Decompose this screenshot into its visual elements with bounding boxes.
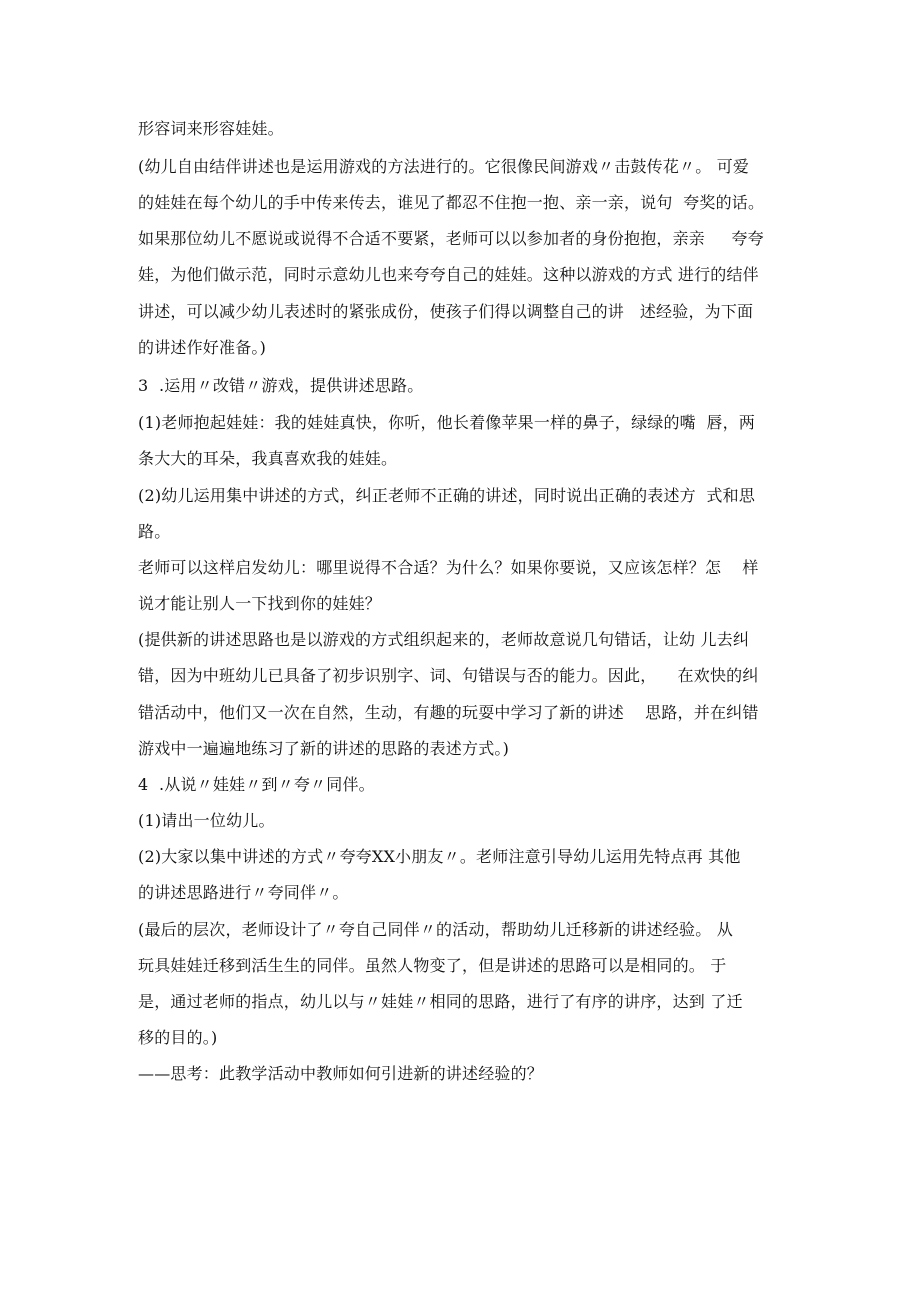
text-line: (提供新的讲述思路也是以游戏的方式组织起来的，老师故意说几句错话，让幼 儿去纠 — [138, 630, 750, 649]
text-line: 移的目的。) — [138, 1028, 218, 1047]
text-line: 说才能让别人一下找到你的娃娃？ — [138, 594, 382, 613]
text-line: 错活动中，他们又一次在自然，生动，有趣的玩耍中学习了新的讲述 思路，并在纠错 — [138, 703, 759, 722]
text-line: (2)大家以集中讲述的方式〃夸夸XX小朋友〃。老师注意引导幼儿运用先特点再 其他 — [138, 847, 741, 866]
text-line: 4 .从说〃娃娃〃到〃夸〃同伴。 — [138, 775, 375, 794]
text-line: 是，通过老师的指点，幼儿以与〃娃娃〃相同的思路，进行了有序的讲序，达到 了迁 — [138, 992, 743, 1011]
text-line: (1)请出一位幼儿。 — [138, 811, 275, 830]
text-line: 的讲述思路进行〃夸同伴〃。 — [138, 883, 349, 902]
text-line: 形容词来形容娃娃。 — [138, 119, 284, 138]
text-line: (1)老师抱起娃娃：我的娃娃真快，你听，他长着像苹果一样的鼻子，绿绿的嘴 唇，两 — [138, 413, 756, 432]
text-line: 如果那位幼儿不愿说或说得不合适不要紧，老师可以以参加者的身份抱抱，亲亲 夸夸 — [138, 229, 764, 248]
text-line: 玩具娃娃迁移到活生生的同伴。虽然人物变了，但是讲述的思路可以是相同的。 于 — [138, 956, 727, 975]
text-line: 讲述，可以减少幼儿表述时的紧张成份，使孩子们得以调整自己的讲 述经验，为下面 — [138, 302, 754, 321]
text-line: (2)幼儿运用集中讲述的方式，纠正老师不正确的讲述，同时说出正确的表述方 式和思 — [138, 486, 756, 505]
text-line: 条大大的耳朵，我真喜欢我的娃娃。 — [138, 449, 398, 468]
text-line: 的娃娃在每个幼儿的手中传来传去，谁见了都忍不住抱一抱、亲一亲，说句 夸奖的话。 — [138, 193, 765, 212]
text-line: 错，因为中班幼儿已具备了初步识别字、词、句错误与否的能力。因此， 在欢快的纠 — [138, 666, 759, 685]
text-line: 3 .运用〃改错〃游戏，提供讲述思路。 — [138, 376, 424, 395]
text-line: 路。 — [138, 522, 171, 541]
text-line: 的讲述作好准备。) — [138, 338, 267, 357]
text-line: 娃，为他们做示范，同时示意幼儿也来夸夸自己的娃娃。这种以游戏的方式 进行的结伴 — [138, 265, 759, 284]
text-line: ——思考：此教学活动中教师如何引进新的讲述经验的？ — [138, 1064, 544, 1083]
text-line: (幼儿自由结伴讲述也是运用游戏的方法进行的。它很像民间游戏〃击鼓传花〃。 可爱 — [138, 157, 750, 176]
text-line: 老师可以这样启发幼儿：哪里说得不合适？为什么？如果你要说，又应该怎样？怎 样 — [138, 558, 759, 577]
text-line: (最后的层次，老师设计了〃夸自己同伴〃的活动，帮助幼儿迁移新的讲述经验。 从 — [138, 920, 733, 939]
text-line: 游戏中一遍遍地练习了新的讲述的思路的表述方式。) — [138, 739, 510, 758]
